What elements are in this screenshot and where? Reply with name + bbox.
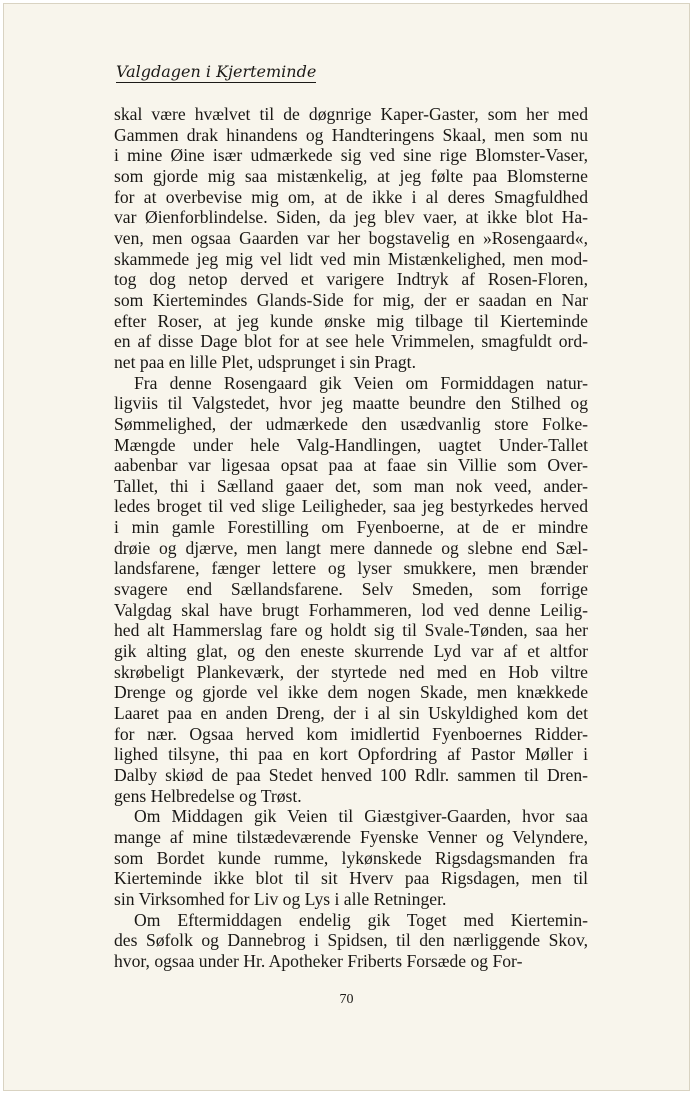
- text-line: skal være hvælvet til de døgnrige Kaper-Gaster, som her med: [114, 104, 588, 124]
- text-line: som Kiertemindes Glands-Side for mig, der er saadan en Nar: [114, 289, 588, 310]
- text-line: sin Virksomhed for Liv og Lys i alle Retninger.: [114, 888, 447, 909]
- text-line: i min gamle Forestilling om Fyenboerne, at de er mindre: [114, 517, 588, 538]
- text-line: lighed tilsyne, thi paa en kort Opfordring af Pastor Møller i: [114, 744, 588, 765]
- paragraph-4: [114, 910, 588, 972]
- text-line: svagere end Sællandsfarene. Selv Smeden, som forrige: [114, 579, 588, 600]
- text-line: i mine Øine især udmærkede sig ved sine rige Blomster-Vaser,: [114, 145, 588, 166]
- text-line: tog dog netop derved et varigere Indtryk af Rosen-Floren,: [114, 269, 588, 290]
- text-line: aabenbar var ligesaa opsat paa at faae sin Villie som Over-: [114, 455, 588, 476]
- text-line: Laaret paa en anden Dreng, der i al sin Uskyldighed kom det: [114, 703, 588, 724]
- text-line: Dalby skiød de paa Stedet henved 100 Rdlr. sammen til Dren-: [114, 765, 588, 785]
- text-line: des Søfolk og Dannebrog i Spidsen, til den nærliggende Skov,: [114, 930, 588, 951]
- book-page: [3, 3, 690, 1091]
- text-line: Gammen drak hinandens og Handteringens Skaal, men som nu: [114, 124, 588, 145]
- running-header: Valgdagen i Kjerteminde: [116, 62, 317, 81]
- text-line: hed alt Hammerslag fare og holdt sig til Svale-Tønden, saa her: [114, 620, 588, 641]
- text-line: hvor, ogsaa under Hr. Apotheker Friberts Forsæde og For-: [114, 950, 523, 971]
- text-line: ligviis til Valgstedet, hvor jeg maatte beundre den Stilhed og: [114, 393, 588, 414]
- paragraph-3: [114, 806, 588, 909]
- text-line: Fra denne Rosengaard gik Veien om Formiddagen natur-: [134, 372, 588, 393]
- text-line: som Bordet kunde rumme, lykønskede Rigsdagsmanden fra: [114, 847, 588, 868]
- paragraph-2: [114, 373, 588, 807]
- text-line: net paa en lille Plet, udsprunget i sin Pragt.: [114, 351, 416, 372]
- page-number: 70: [339, 992, 354, 1007]
- text-line: Drenge og gjorde vel ikke dem nogen Skade, men knækkede: [114, 682, 588, 703]
- text-line: gens Helbredelse og Trøst.: [114, 785, 302, 806]
- text-line: skrøbeligt Plankeværk, der styrtede ned med en Hob viltre: [114, 661, 588, 682]
- text-line: mange af mine tilstædeværende Fyenske Venner og Velyndere,: [114, 826, 588, 847]
- text-line: Om Middagen gik Veien til Giæstgiver-Gaarden, hvor saa: [134, 806, 588, 827]
- text-line: Mængde under hele Valg-Handlingen, uagtet Under-Tallet: [114, 434, 588, 455]
- text-line: en af disse Dage blot for at see hele Vrimmelen, smagfuldt ord-: [114, 331, 588, 352]
- paragraph-1: [114, 104, 588, 373]
- text-line: Om Eftermiddagen endelig gik Toget med Kiertemin-: [134, 909, 588, 930]
- text-line: landsfarene, fænger lettere og lyser smukkere, men brænder: [114, 558, 588, 579]
- text-line: som gjorde mig saa mistænkelig, at jeg følte paa Blomsterne: [114, 165, 588, 186]
- text-line: gik alting glat, og den eneste skurrende Lyd var af et altfor: [114, 641, 588, 662]
- text-line: ledes broget til ved slige Leiligheder, saa jeg bestyrkedes herved: [114, 496, 588, 517]
- text-line: Kierteminde ikke blot til sit Hverv paa Rigsdagen, men til: [114, 868, 588, 889]
- text-line: Tallet, thi i Sælland gaaer det, som man nok veed, ander-: [114, 475, 588, 496]
- body-text: [114, 104, 588, 972]
- text-line: Valgdag skal have brugt Forhammeren, lod ved denne Leilig-: [114, 599, 588, 620]
- text-line: drøie og djærve, men langt mere dannede og slebne end Sæl-: [114, 537, 588, 558]
- text-line: Sømmelighed, der udmærkede den usædvanlig store Folke-: [114, 413, 588, 434]
- text-line: for nær. Ogsaa herved kom imidlertid Fyenboernes Ridder-: [114, 723, 588, 744]
- text-line: var Øienforblindelse. Siden, da jeg blev vaer, at ikke blot Ha-: [114, 207, 588, 228]
- text-line: ven, men ogsaa Gaarden var her bogstavelig en »Rosengaard«,: [114, 227, 588, 248]
- text-line: skammede jeg mig vel lidt ved min Mistænkelighed, men mod-: [114, 248, 588, 269]
- text-line: efter Roser, at jeg kunde ønske mig tilbage til Kierteminde: [114, 310, 588, 331]
- text-line: for at overbevise mig om, at de ikke i al deres Smagfuldhed: [114, 186, 588, 207]
